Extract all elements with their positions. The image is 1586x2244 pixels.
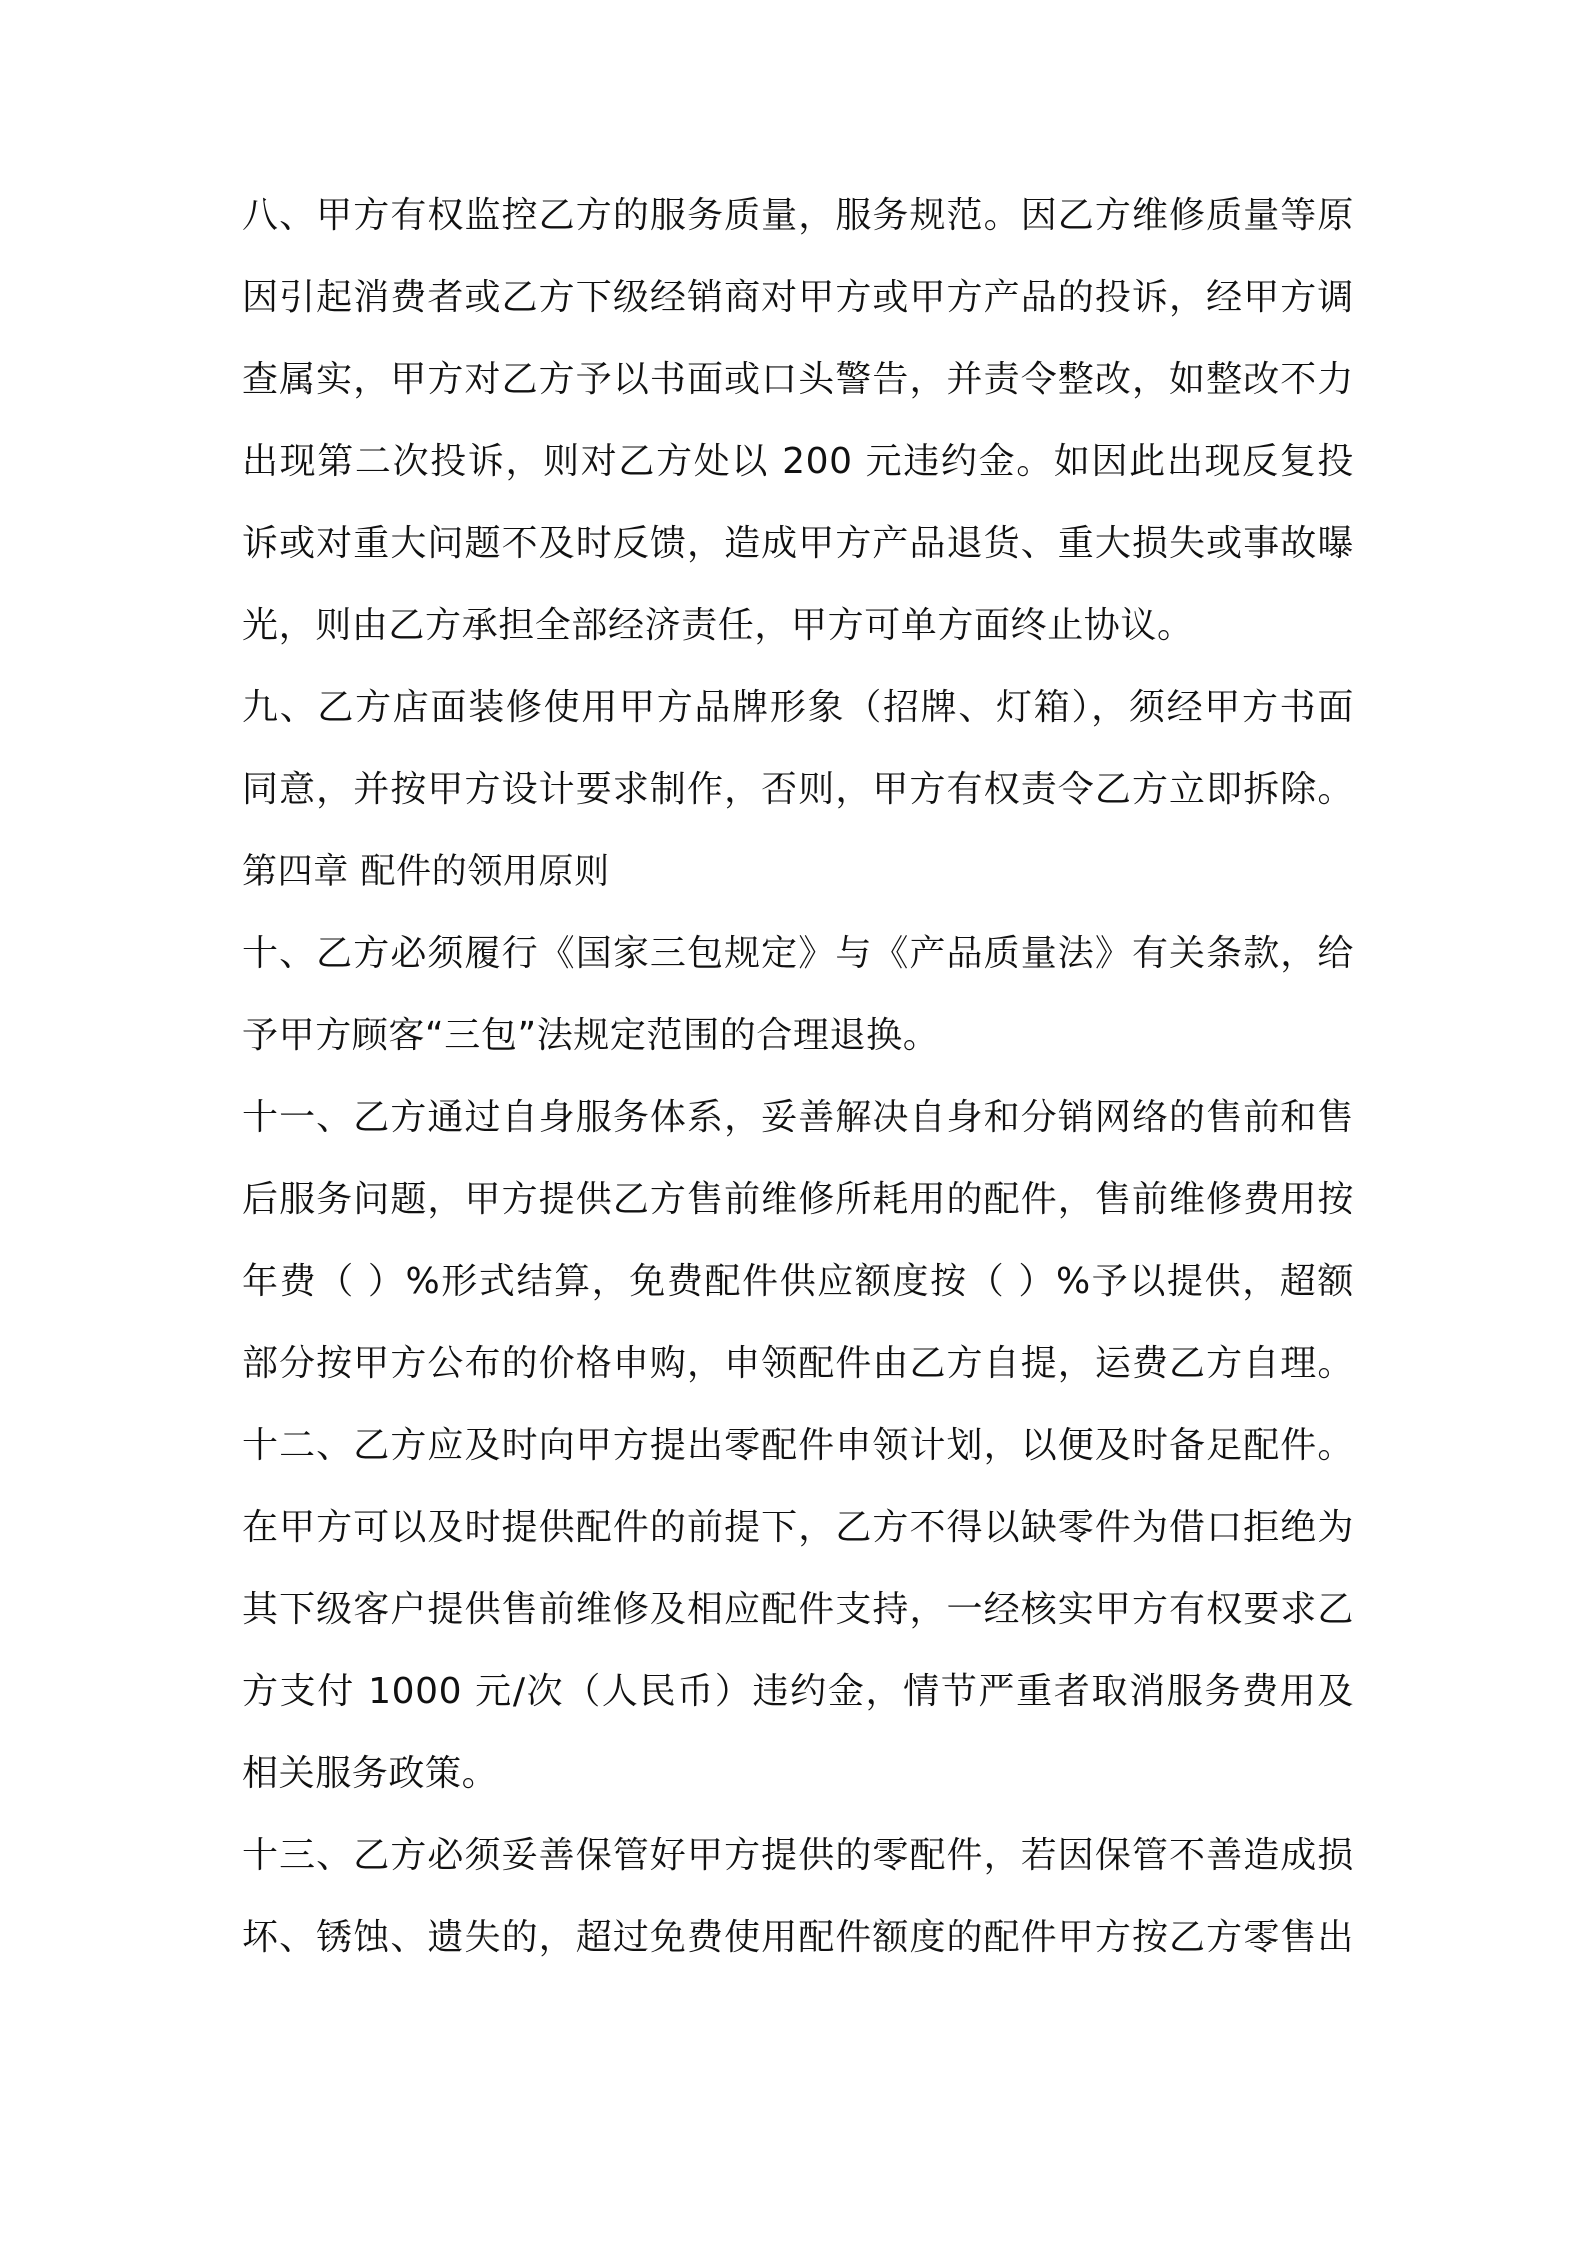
paragraph-line: 相关服务政策。: [242, 1753, 499, 1794]
paragraph-line: 部分按甲方公布的价格申购，申领配件由乙方自提，运费乙方自理。: [242, 1343, 1354, 1384]
paragraph-line: 后服务问题，甲方提供乙方售前维修所耗用的配件，售前维修费用按: [242, 1179, 1354, 1220]
paragraph-line: 其下级客户提供售前维修及相应配件支持，一经核实甲方有权要求乙: [242, 1589, 1354, 1630]
paragraph-line: 同意，并按甲方设计要求制作，否则，甲方有权责令乙方立即拆除。: [242, 769, 1354, 810]
paragraph-line: 十一、乙方通过自身服务体系，妥善解决自身和分销网络的售前和售: [242, 1097, 1354, 1138]
paragraph-line: 十、乙方必须履行《国家三包规定》与《产品质量法》有关条款，给: [242, 933, 1354, 974]
paragraph-line: 坏、锈蚀、遗失的，超过免费使用配件额度的配件甲方按乙方零售出: [242, 1917, 1354, 1958]
chapter-heading: 第四章 配件的领用原则: [242, 852, 610, 892]
paragraph-line: 因引起消费者或乙方下级经销商对甲方或甲方产品的投诉，经甲方调: [242, 277, 1354, 318]
paragraph-line: 诉或对重大问题不及时反馈，造成甲方产品退货、重大损失或事故曝: [242, 523, 1354, 564]
paragraph-line: 九、乙方店面装修使用甲方品牌形象（招牌、灯箱），须经甲方书面: [242, 687, 1354, 728]
paragraph-line: 出现第二次投诉，则对乙方处以 200 元违约金。如因此出现反复投: [242, 441, 1354, 482]
paragraph-line: 在甲方可以及时提供配件的前提下，乙方不得以缺零件为借口拒绝为: [242, 1507, 1354, 1548]
paragraph-line: 十三、乙方必须妥善保管好甲方提供的零配件，若因保管不善造成损: [242, 1835, 1354, 1876]
paragraph-line: 十二、乙方应及时向甲方提出零配件申领计划，以便及时备足配件。: [242, 1425, 1354, 1466]
paragraph-line: 方支付 1000 元/次（人民币）违约金，情节严重者取消服务费用及: [242, 1671, 1354, 1712]
document-page: [242, 196, 1354, 2000]
paragraph-line: 八、甲方有权监控乙方的服务质量，服务规范。因乙方维修质量等原: [242, 195, 1354, 236]
paragraph-line: 查属实，甲方对乙方予以书面或口头警告，并责令整改，如整改不力: [242, 359, 1354, 400]
paragraph-line: 光，则由乙方承担全部经济责任，甲方可单方面终止协议。: [242, 605, 1194, 646]
paragraph-line: 予甲方顾客“三包”法规定范围的合理退换。: [242, 1015, 940, 1056]
paragraph-line: 年费（ ）%形式结算，免费配件供应额度按（ ）%予以提供，超额: [242, 1261, 1354, 1302]
